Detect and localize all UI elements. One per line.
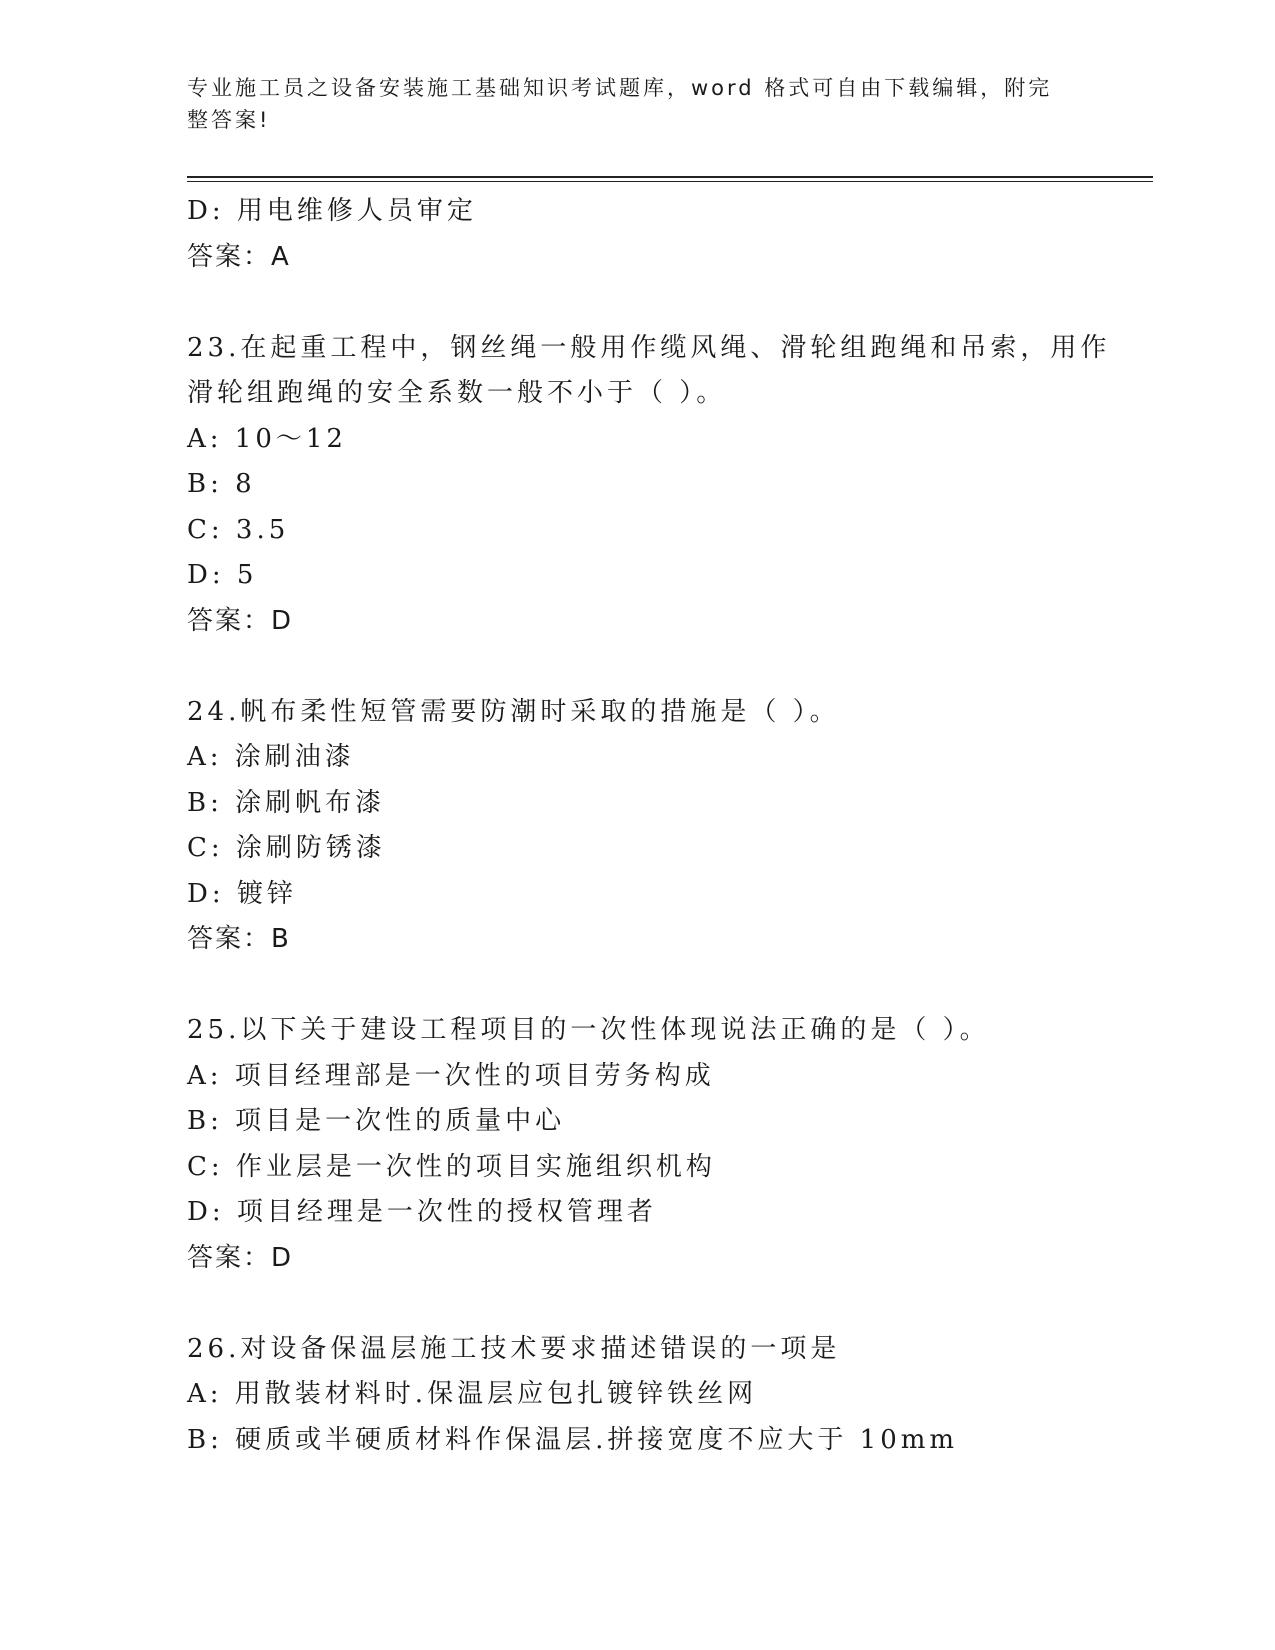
question-text: 26.对设备保温层施工技术要求描述错误的一项是 [187, 1333, 841, 1364]
option-c: C: 3.5 [187, 514, 290, 545]
question-25 [187, 1008, 1087, 1281]
spacer [187, 644, 1087, 690]
option-b: B: 8 [187, 469, 256, 499]
header-divider-thick [187, 176, 1153, 178]
answer-line: 答案：D [187, 1242, 294, 1273]
spacer [187, 280, 1087, 326]
document-header [187, 72, 1067, 136]
option-c: C: 涂刷防锈漆 [187, 833, 386, 863]
option-a: A: 10～12 [187, 423, 347, 454]
answer-line: 答案：A [187, 241, 291, 272]
option-a: A: 涂刷油漆 [187, 742, 355, 772]
option-b: B: 硬质或半硬质材料作保温层.拼接宽度不应大于 10mm [187, 1424, 959, 1455]
option-b: B: 项目是一次性的质量中心 [187, 1106, 566, 1136]
option-d: D: 5 [187, 560, 258, 590]
question-text-line-1: 23.在起重工程中，钢丝绳一般用作缆风绳、滑轮组跑绳和吊索，用作 [187, 332, 1111, 363]
option-b: B: 涂刷帆布漆 [187, 787, 386, 818]
answer-line: 答案：B [187, 924, 291, 954]
header-line-1: 专业施工员之设备安装施工基础知识考试题库，word 格式可自由下载编辑，附完 [187, 76, 1053, 100]
spacer [187, 1281, 1087, 1327]
question-text-line-2: 滑轮组跑绳的安全系数一般不小于（ ）。 [187, 378, 727, 408]
option-a: A: 用散装材料时.保温层应包扎镀锌铁丝网 [187, 1379, 758, 1409]
spacer [187, 963, 1087, 1009]
question-23 [187, 326, 1111, 645]
answer-line: 答案：D [187, 605, 294, 636]
question-26 [187, 1327, 1087, 1464]
header-divider-thin [187, 181, 1153, 182]
previous-question-tail [187, 189, 1087, 280]
option-a: A: 项目经理部是一次性的项目劳务构成 [187, 1060, 715, 1091]
option-d: D: 镀锌 [187, 878, 297, 909]
header-line-2: 整答案! [187, 108, 271, 132]
question-24 [187, 690, 1087, 963]
question-content [187, 189, 1111, 1463]
option-d: D: 用电维修人员审定 [187, 196, 477, 226]
question-text: 25.以下关于建设工程项目的一次性体现说法正确的是（ ）。 [187, 1015, 990, 1045]
option-c: C: 作业层是一次性的项目实施组织机构 [187, 1151, 716, 1182]
option-d: D: 项目经理是一次性的授权管理者 [187, 1197, 657, 1227]
question-text: 24.帆布柔性短管需要防潮时采取的措施是（ ）。 [187, 696, 840, 727]
